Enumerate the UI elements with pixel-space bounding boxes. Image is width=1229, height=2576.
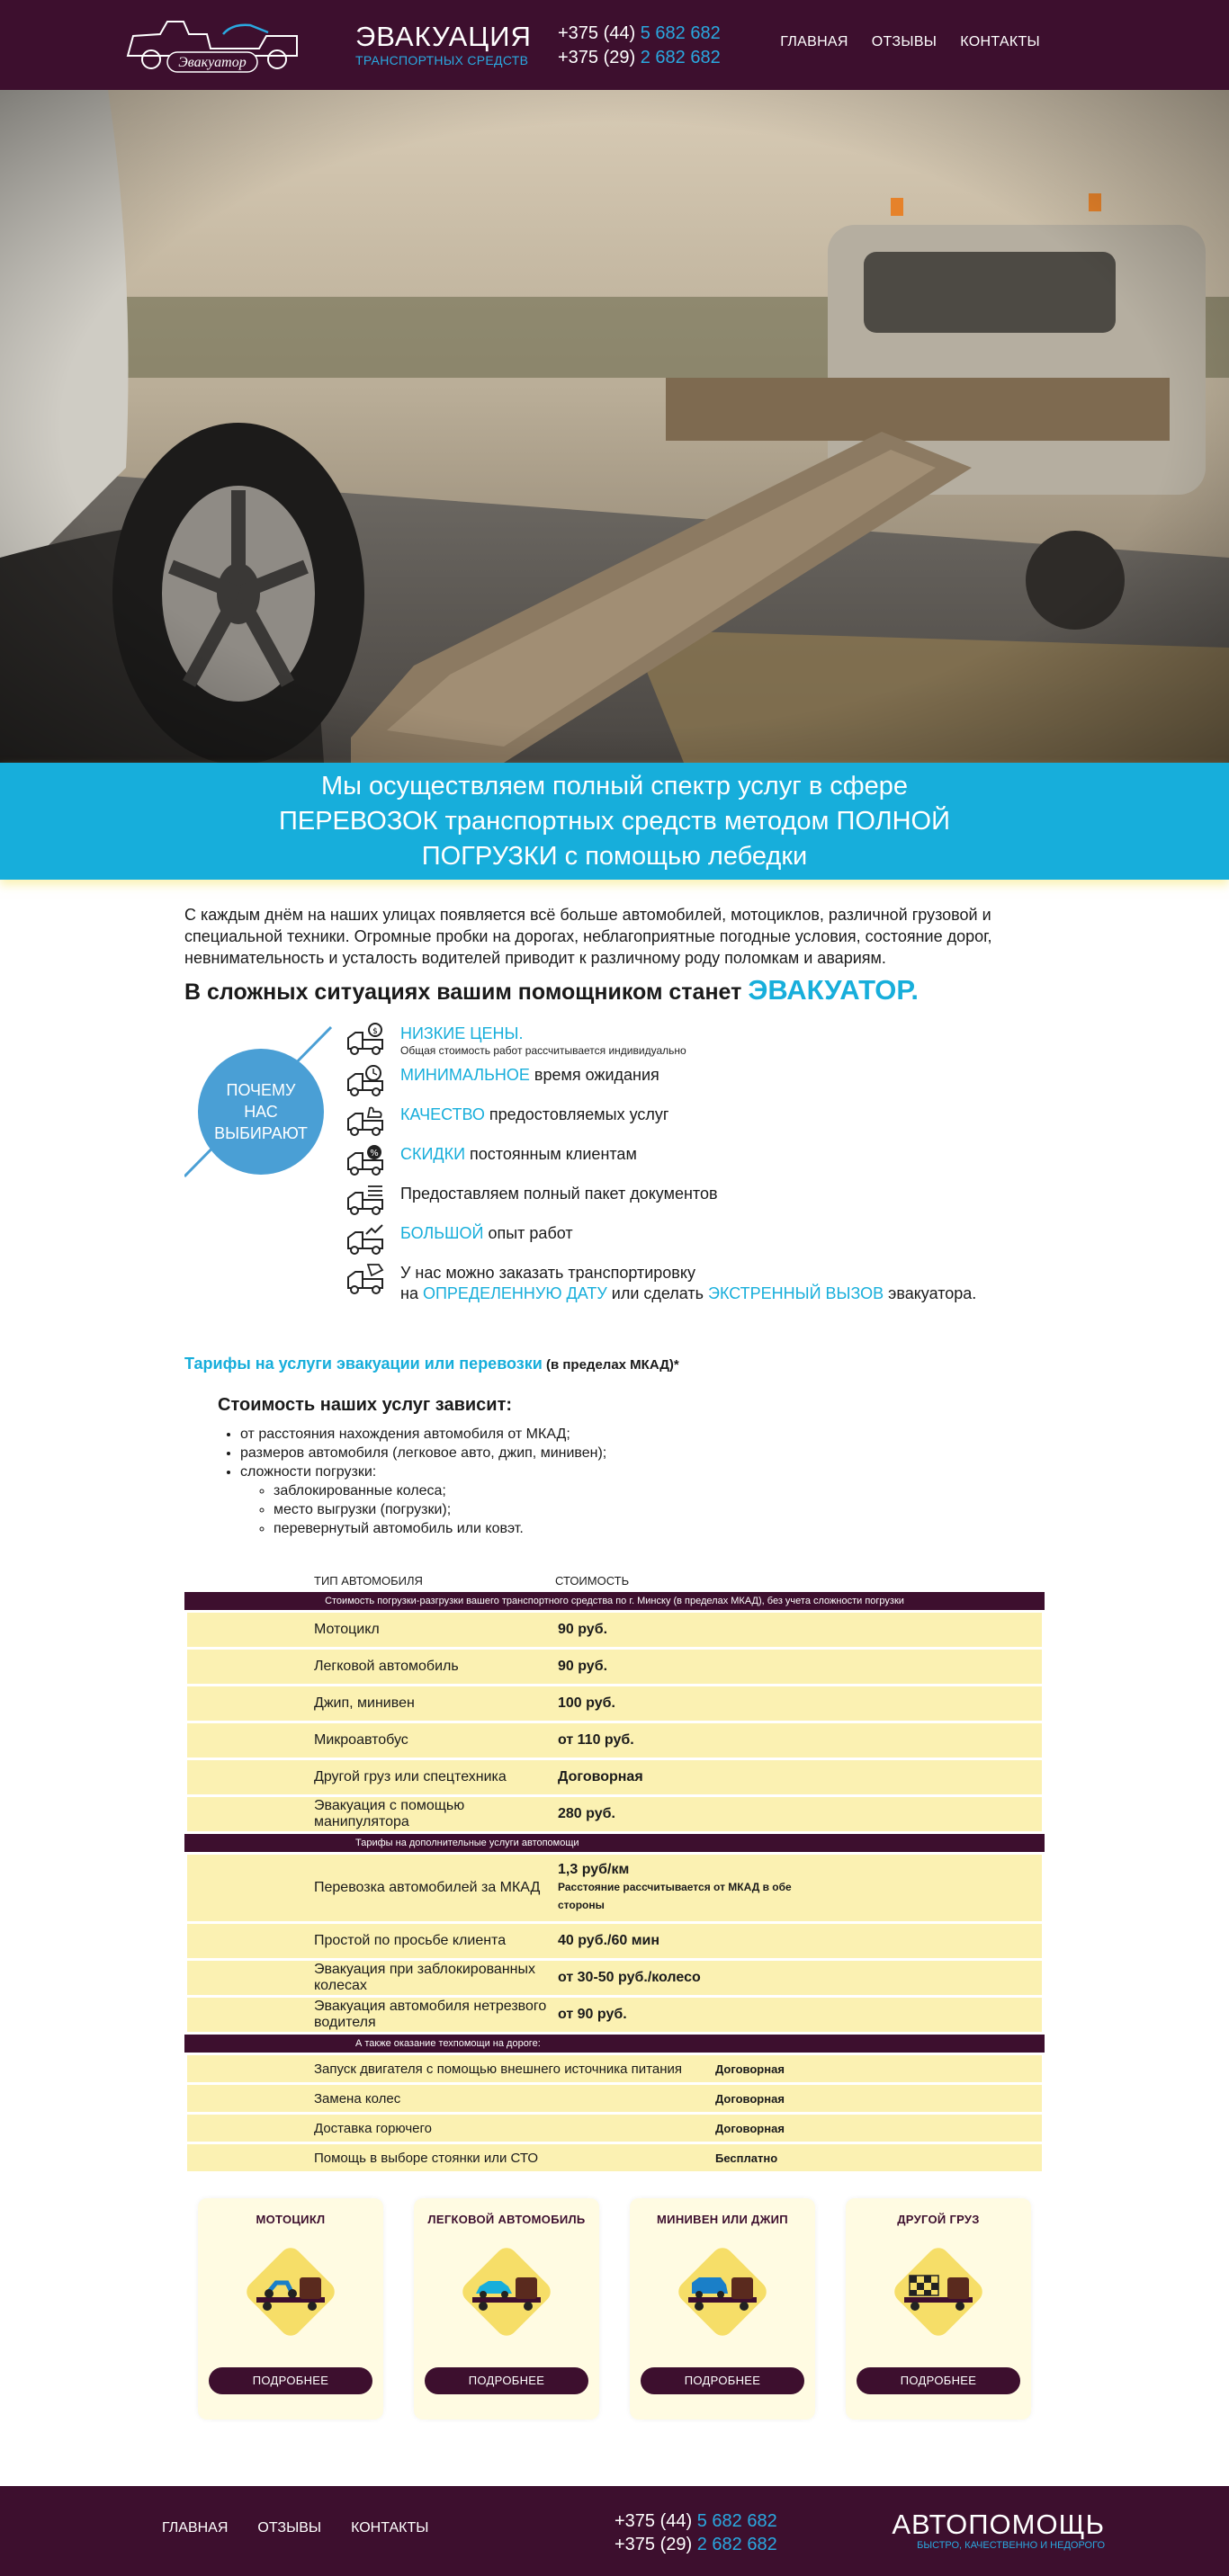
card-title: МИНИВЕН ИЛИ ДЖИП bbox=[657, 2213, 788, 2226]
depends-title: Стоимость наших услуг зависит: bbox=[218, 1395, 513, 1415]
why-item-accent: ЭКСТРЕННЫЙ ВЫЗОВ bbox=[708, 1284, 884, 1302]
table-row bbox=[187, 2144, 1042, 2171]
jeep-tow-icon bbox=[672, 2241, 773, 2342]
row-price: 100 руб. bbox=[558, 1695, 615, 1711]
table-row bbox=[187, 1797, 1042, 1831]
why-item-text: У нас можно заказать транспортировку bbox=[400, 1264, 695, 1282]
nav-home[interactable]: ГЛАВНАЯ bbox=[780, 34, 848, 49]
tariffs bbox=[184, 1355, 1045, 1538]
depends-sublist bbox=[240, 1481, 1045, 1538]
row-name: Запуск двигателя с помощью внешнего источника питания bbox=[314, 2061, 682, 2077]
phone-line[interactable] bbox=[614, 2533, 777, 2556]
row-price: Договорная bbox=[715, 2121, 785, 2135]
intro bbox=[184, 880, 1045, 1007]
price-truck-icon bbox=[346, 1022, 386, 1056]
why-item bbox=[346, 1182, 976, 1221]
footer-brand-subtitle: БЫСТРО, КАЧЕСТВЕННО И НЕДОРОГО bbox=[917, 2540, 1105, 2551]
main-nav bbox=[780, 34, 1040, 50]
table-row bbox=[187, 2115, 1042, 2142]
phone-prefix: +375 (29) bbox=[614, 2535, 697, 2554]
row-price: от 110 руб. bbox=[558, 1732, 634, 1748]
quality-truck-icon bbox=[346, 1103, 386, 1137]
row-price: 90 руб. bbox=[558, 1659, 608, 1674]
why-item-text: постоянным клиентам bbox=[465, 1145, 637, 1163]
intro-heading bbox=[184, 975, 1045, 1007]
header-phones bbox=[558, 22, 721, 70]
details-button[interactable]: ПОДРОБНЕЕ bbox=[209, 2367, 372, 2394]
table-row bbox=[187, 1686, 1042, 1721]
discount-truck-icon bbox=[346, 1142, 386, 1176]
table-row bbox=[187, 1613, 1042, 1647]
why-item-text: эвакуатора. bbox=[884, 1284, 977, 1302]
row-name: Замена колес bbox=[314, 2090, 401, 2106]
banner-text: Мы осуществляем полный спектр услуг в сфере ПЕРЕВОЗОК транспортных средств методом ПОЛНОЙ ПОГРУЗКИ с помощью лебедки bbox=[279, 772, 950, 871]
footer-nav-contacts[interactable]: КОНТАКТЫ bbox=[351, 2520, 429, 2536]
table-row bbox=[187, 1723, 1042, 1758]
row-name: Другой груз или спецтехника bbox=[314, 1769, 507, 1784]
phone-prefix: +375 (44) bbox=[558, 23, 641, 43]
price-table bbox=[184, 1574, 1045, 2171]
intro-paragraph: С каждым днём на наших улицах появляется всё больше автомобилей, мотоциклов, различной грузовой и специальной техники. Огромные пробки на дорогах, неблагоприятные погодные условия, состояние дорог, невнимательность и усталость водителей приводит к различному роду поломкам и авариям. bbox=[184, 906, 992, 967]
footer-nav-home[interactable]: ГЛАВНАЯ bbox=[162, 2520, 229, 2536]
table-row bbox=[187, 1855, 1042, 1921]
row-name: Эвакуация автомобиля нетрезвого водителя bbox=[314, 1999, 547, 2030]
details-button[interactable]: ПОДРОБНЕЕ bbox=[641, 2367, 804, 2394]
order-truck-icon bbox=[346, 1261, 386, 1295]
card-title: МОТОЦИКЛ bbox=[256, 2213, 326, 2226]
footer-nav-reviews[interactable]: ОТЗЫВЫ bbox=[257, 2520, 322, 2536]
card-title: ЛЕГКОВОЙ АВТОМОБИЛЬ bbox=[427, 2213, 586, 2226]
list-item: ◦ место выгрузки (погрузки); bbox=[274, 1500, 1045, 1519]
row-name: Микроавтобус bbox=[314, 1732, 408, 1748]
vehicle-card bbox=[414, 2198, 599, 2419]
why-item-accent: БОЛЬШОЙ bbox=[400, 1224, 484, 1242]
table-header bbox=[184, 1574, 1045, 1592]
phone-number: 5 682 682 bbox=[696, 2511, 777, 2531]
row-name: Джип, минивен bbox=[314, 1695, 415, 1711]
section-header: Стоимость погрузки-разгрузки вашего транспортного средства по г. Минску (в пределах МКАД), без учета сложности погрузки bbox=[184, 1592, 1045, 1610]
brand-title: ЭВАКУАЦИЯ bbox=[355, 21, 532, 52]
why-circle-line: ВЫБИРАЮТ bbox=[214, 1124, 308, 1142]
row-name: Эвакуация при заблокированных колесах bbox=[314, 1962, 535, 1993]
tow-truck-photo bbox=[0, 90, 1229, 763]
row-name: Доставка горючего bbox=[314, 2120, 432, 2136]
why-item bbox=[346, 1063, 976, 1103]
why-item bbox=[346, 1022, 976, 1063]
table-row bbox=[187, 1998, 1042, 2032]
table-row bbox=[187, 1961, 1042, 1995]
logo[interactable] bbox=[124, 9, 302, 79]
details-button[interactable]: ПОДРОБНЕЕ bbox=[857, 2367, 1020, 2394]
nav-reviews[interactable]: ОТЗЫВЫ bbox=[871, 34, 937, 49]
footer-brand-title: АВТОПОМОЩЬ bbox=[892, 2509, 1105, 2540]
tariffs-title-text: Тарифы на услуги эвакуации или перевозки bbox=[184, 1355, 543, 1373]
row-price: 90 руб. bbox=[558, 1622, 608, 1637]
card-title: ДРУГОЙ ГРУЗ bbox=[897, 2213, 980, 2226]
why-item-text: на bbox=[400, 1284, 423, 1302]
svg-text:%: % bbox=[370, 1149, 379, 1158]
row-price: 40 руб./60 мин bbox=[558, 1933, 660, 1948]
list-item bbox=[240, 1462, 1045, 1538]
row-note: Расстояние рассчитывается от МКАД в обе стороны bbox=[558, 1881, 792, 1911]
row-price: 280 руб. bbox=[558, 1806, 615, 1821]
nav-contacts[interactable]: КОНТАКТЫ bbox=[960, 34, 1040, 49]
table-row bbox=[187, 1924, 1042, 1958]
hero-image bbox=[0, 90, 1229, 763]
row-price: Договорная bbox=[558, 1769, 643, 1784]
footer-nav bbox=[162, 2520, 428, 2536]
row-price: Договорная bbox=[715, 2062, 785, 2076]
why-item bbox=[346, 1221, 976, 1261]
why-item-text: опыт работ bbox=[483, 1224, 573, 1242]
row-price: 1,3 руб/км bbox=[558, 1862, 630, 1877]
tariffs-title-note: (в пределах МКАД)* bbox=[542, 1357, 679, 1373]
footer bbox=[0, 2486, 1229, 2576]
why-item bbox=[346, 1103, 976, 1142]
why-item bbox=[346, 1142, 976, 1182]
column-header-type: ТИП АВТОМОБИЛЯ bbox=[314, 1574, 423, 1588]
why-circle-line: НАС bbox=[244, 1103, 278, 1121]
svg-text:Эвакуатор: Эвакуатор bbox=[178, 55, 247, 70]
list-item-text: сложности погрузки: bbox=[240, 1464, 377, 1480]
row-name: Перевозка автомобилей за МКАД bbox=[314, 1880, 541, 1895]
intro-heading-accent: ЭВАКУАТОР. bbox=[748, 974, 920, 1006]
header bbox=[0, 0, 1229, 90]
phone-prefix: +375 (44) bbox=[614, 2511, 697, 2531]
why-item-text: или сделать bbox=[606, 1284, 709, 1302]
list-item: ◦ заблокированные колеса; bbox=[274, 1481, 1045, 1500]
why-circle-line: ПОЧЕМУ bbox=[226, 1081, 296, 1099]
cargo-tow-icon bbox=[888, 2241, 989, 2342]
brand bbox=[355, 22, 532, 68]
table-row bbox=[187, 2055, 1042, 2082]
row-name: Эвакуация с помощью манипулятора bbox=[314, 1798, 465, 1829]
row-name: Помощь в выборе стоянки или СТО bbox=[314, 2150, 539, 2166]
why-item-accent: МИНИМАЛЬНОЕ bbox=[400, 1066, 530, 1084]
phone-line[interactable] bbox=[614, 2509, 777, 2533]
vehicle-card bbox=[198, 2198, 383, 2419]
row-price: Договорная bbox=[715, 2091, 785, 2106]
why-item-note: Общая стоимость работ рассчитывается индивидуально bbox=[400, 1044, 686, 1057]
row-price: Бесплатно bbox=[715, 2151, 778, 2165]
phone-prefix: +375 (29) bbox=[558, 48, 641, 67]
list-item: ◦ перевернутый автомобиль или ковэт. bbox=[274, 1519, 1045, 1538]
phone-number: 2 682 682 bbox=[640, 48, 721, 67]
phone-number: 2 682 682 bbox=[696, 2535, 777, 2554]
vehicle-card bbox=[630, 2198, 815, 2419]
phone-number: 5 682 682 bbox=[640, 23, 721, 43]
tariffs-title bbox=[184, 1355, 1045, 1373]
depends-block bbox=[184, 1395, 1045, 1538]
phone-line[interactable] bbox=[558, 22, 721, 46]
intro-heading-text: В сложных ситуациях вашим помощником станет bbox=[184, 979, 749, 1005]
row-name: Простой по просьбе клиента bbox=[314, 1933, 507, 1948]
services-banner bbox=[0, 763, 1229, 880]
row-price: от 30-50 руб./колесо bbox=[558, 1970, 701, 1985]
brand-subtitle: ТРАНСПОРТНЫХ СРЕДСТВ bbox=[355, 53, 529, 67]
phone-line[interactable] bbox=[558, 46, 721, 70]
why-item bbox=[346, 1261, 976, 1315]
experience-truck-icon bbox=[346, 1221, 386, 1256]
column-header-price: СТОИМОСТЬ bbox=[555, 1574, 630, 1588]
clock-truck-icon bbox=[346, 1063, 386, 1097]
footer-phones bbox=[614, 2509, 777, 2556]
why-item-accent: КАЧЕСТВО bbox=[400, 1105, 485, 1123]
row-name: Легковой автомобиль bbox=[314, 1659, 459, 1674]
row-price: от 90 руб. bbox=[558, 2007, 627, 2022]
why-item-accent: ОПРЕДЕЛЕННУЮ ДАТУ bbox=[422, 1284, 607, 1302]
why-item-accent: НИЗКИЕ ЦЕНЫ. bbox=[400, 1024, 524, 1042]
motorcycle-tow-icon bbox=[240, 2241, 341, 2342]
section-header: А также оказание техпомощи на дороге: bbox=[184, 2035, 1045, 2053]
why-us bbox=[184, 1022, 1045, 1337]
depends-list bbox=[218, 1425, 1045, 1538]
row-name: Мотоцикл bbox=[314, 1622, 380, 1637]
details-button[interactable]: ПОДРОБНЕЕ bbox=[425, 2367, 588, 2394]
vehicle-card bbox=[846, 2198, 1031, 2419]
why-item-text: Предоставляем полный пакет документов bbox=[400, 1185, 718, 1203]
why-list bbox=[346, 1022, 976, 1315]
tow-truck-logo-icon bbox=[124, 9, 302, 79]
section-header: Тарифы на дополнительные услуги автопомощи bbox=[184, 1834, 1045, 1852]
list-item: • размеров автомобиля (легковое авто, джип, минивен); bbox=[240, 1444, 1045, 1462]
car-tow-icon bbox=[456, 2241, 557, 2342]
why-item-text: время ожидания bbox=[529, 1066, 659, 1084]
svg-text:$: $ bbox=[372, 1027, 378, 1036]
table-row bbox=[187, 2085, 1042, 2112]
footer-brand bbox=[892, 2509, 1105, 2551]
list-item: • от расстояния нахождения автомобиля от МКАД; bbox=[240, 1425, 1045, 1444]
table-row bbox=[187, 1650, 1042, 1684]
vehicle-cards bbox=[184, 2198, 1045, 2419]
table-row bbox=[187, 1760, 1042, 1794]
why-item-accent: СКИДКИ bbox=[400, 1145, 466, 1163]
documents-truck-icon bbox=[346, 1182, 386, 1216]
why-circle bbox=[198, 1049, 324, 1175]
why-item-text: предостовляемых услуг bbox=[484, 1105, 669, 1123]
